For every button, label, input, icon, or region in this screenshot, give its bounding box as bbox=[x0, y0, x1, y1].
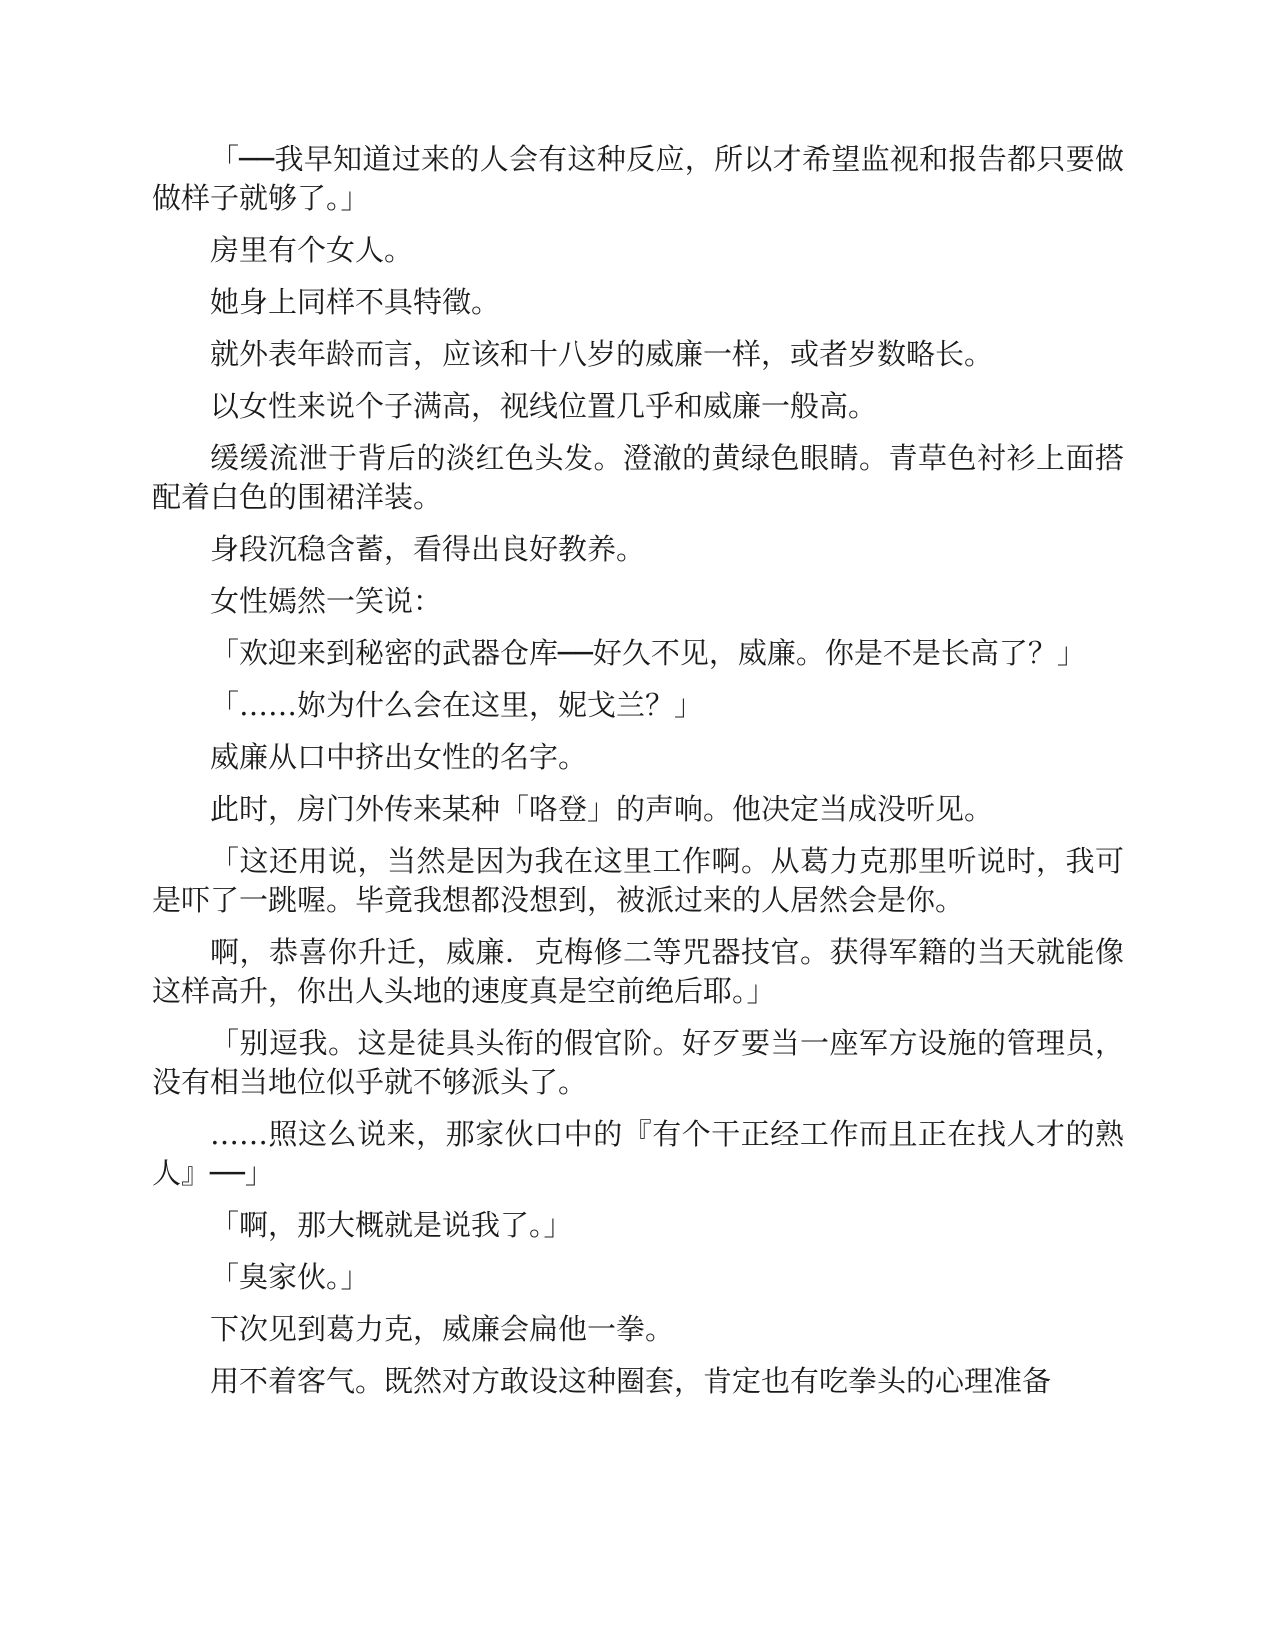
paragraph: 以女性来说个子满高，视线位置几乎和威廉一般高。 bbox=[210, 389, 878, 423]
paragraph: 「别逗我。这是徒具头衔的假官阶。好歹要当一座军方设施的管理员，没有相当地位似乎就不够派头了。 bbox=[152, 1026, 1124, 1099]
paragraph: 「──我早知道过来的人会有这种反应，所以才希望监视和报告都只要做做样子就够了。」 bbox=[152, 142, 1124, 215]
paragraph: 「臭家伙。」 bbox=[210, 1260, 370, 1294]
body-text bbox=[152, 140, 1124, 1414]
paragraph: 「啊，那大概就是说我了。」 bbox=[210, 1208, 573, 1242]
paragraph: 女性嫣然一笑说： bbox=[210, 584, 443, 618]
paragraph: 威廉从口中挤出女性的名字。 bbox=[210, 740, 588, 774]
paragraph: 就外表年龄而言，应该和十八岁的威廉一样，或者岁数略长。 bbox=[210, 337, 994, 371]
paragraph: 缓缓流泄于背后的淡红色头发。澄澈的黄绿色眼睛。青草色衬衫上面搭配着白色的围裙洋装。 bbox=[152, 441, 1124, 514]
paragraph: ……照这么说来，那家伙口中的『有个干正经工作而且正在找人才的熟人』──」 bbox=[152, 1117, 1124, 1190]
paragraph: 啊，恭喜你升迁，威廉．克梅修二等咒器技官。获得军籍的当天就能像这样高升，你出人头地的速度真是空前绝后耶。」 bbox=[152, 935, 1124, 1008]
paragraph: 下次见到葛力克，威廉会扁他一拳。 bbox=[210, 1312, 675, 1346]
paragraph: 「这还用说，当然是因为我在这里工作啊。从葛力克那里听说时，我可是吓了一跳喔。毕竟我想都没想到，被派过来的人居然会是你。 bbox=[152, 844, 1124, 917]
paragraph: 「欢迎来到秘密的武器仓库──好久不见，威廉。你是不是长高了？」 bbox=[210, 636, 1086, 670]
paragraph: 房里有个女人。 bbox=[210, 233, 414, 267]
paragraph: 此时，房门外传来某种「咯登」的声响。他决定当成没听见。 bbox=[210, 792, 994, 826]
paragraph: 身段沉稳含蓄，看得出良好教养。 bbox=[210, 532, 646, 566]
paragraph: 用不着客气。既然对方敢设这种圈套，肯定也有吃拳头的心理准备 bbox=[210, 1364, 1052, 1398]
paragraph: 「……妳为什么会在这里，妮戈兰？」 bbox=[210, 688, 704, 722]
paragraph: 她身上同样不具特徵。 bbox=[210, 285, 501, 319]
